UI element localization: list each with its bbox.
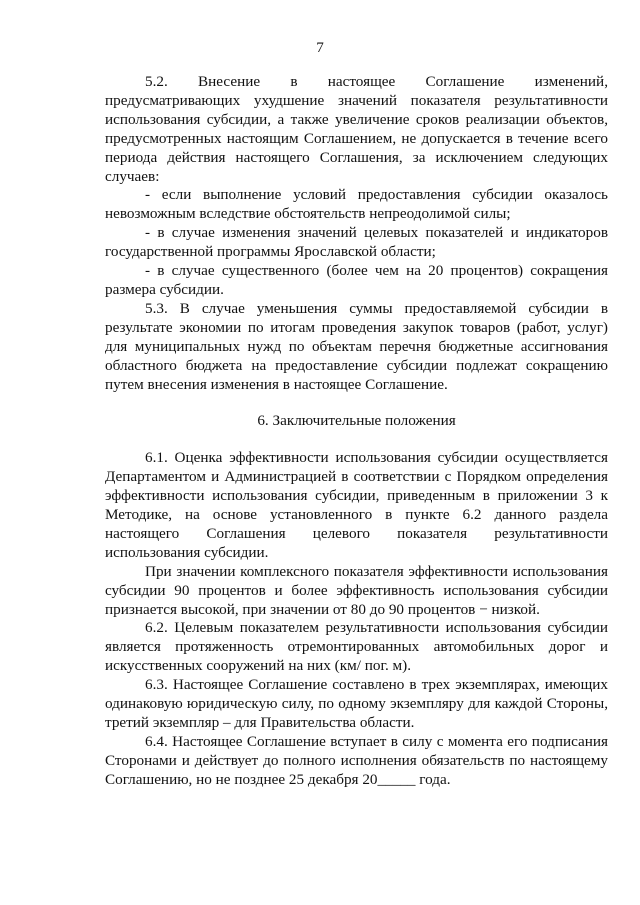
document-body [105,73,608,790]
paragraph-5-2: 5.2. Внесение в настоящее Соглашение изменений, предусматривающих ухудшение значений показателя результативности использования субсидии, а также увеличение сроков реализации объектов, предусмотренных настоящим Соглашением, не допускается в течение всего периода действия настоящего Соглашения, за исключением следующих случаев: [105,73,608,185]
list-item-targets-change: - в случае изменения значений целевых показателей и индикаторов государственной программы Ярославской области; [105,224,608,261]
list-item-subsidy-reduction: - в случае существенного (более чем на 20 процентов) сокращения размера субсидии. [105,262,608,298]
paragraph-6-2: 6.2. Целевым показателем результативности использования субсидии является протяженность отремонтированных автомобильных дорог и искусственных сооружений на них (км/ пог. м). [105,619,608,675]
paragraph-6-1: 6.1. Оценка эффективности использования субсидии осуществляется Департаментом и Администрацией в соответствии с Порядком определения эффективности использования субсидии, приведенным в приложении 3 к Методике, на основе установленного в пункте 6.2 данного раздела настоящего Соглашения целевого показателя результативности использования субсидии. [105,449,608,561]
list-item-force-majeure: - если выполнение условий предоставления субсидии оказалось невозможным вследствие обстоятельств непреодолимой силы; [105,186,608,223]
paragraph-6-4: 6.4. Настоящее Соглашение вступает в силу с момента его подписания Сторонами и действует до полного исполнения обязательств по настоящему Соглашению, но не позднее 25 декабря 20_____ года. [105,732,608,788]
paragraph-5-3: 5.3. В случае уменьшения суммы предоставляемой субсидии в результате экономии по итогам проведения закупок товаров (работ, услуг) для муниципальных нужд по объектам перечня бюджетные ассигнования областного бюджета на предоставление субсидии подлежат сокращению путем внесения изменения в настоящее Соглашение. [105,299,608,393]
paragraph-efficiency-thresholds: При значении комплексного показателя эффективности использования субсидии 90 процентов и более эффективность использования субсидии признается высокой, при значении от 80 до 90 процентов − низкой. [105,562,608,618]
paragraph-6-3: 6.3. Настоящее Соглашение составлено в трех экземплярах, имеющих одинаковую юридическую силу, по одному экземпляру для каждой Стороны, третий экземпляр – для Правительства области. [105,676,608,731]
section-heading: 6. Заключительные положения [257,412,456,430]
page-number: 7 [316,39,324,56]
